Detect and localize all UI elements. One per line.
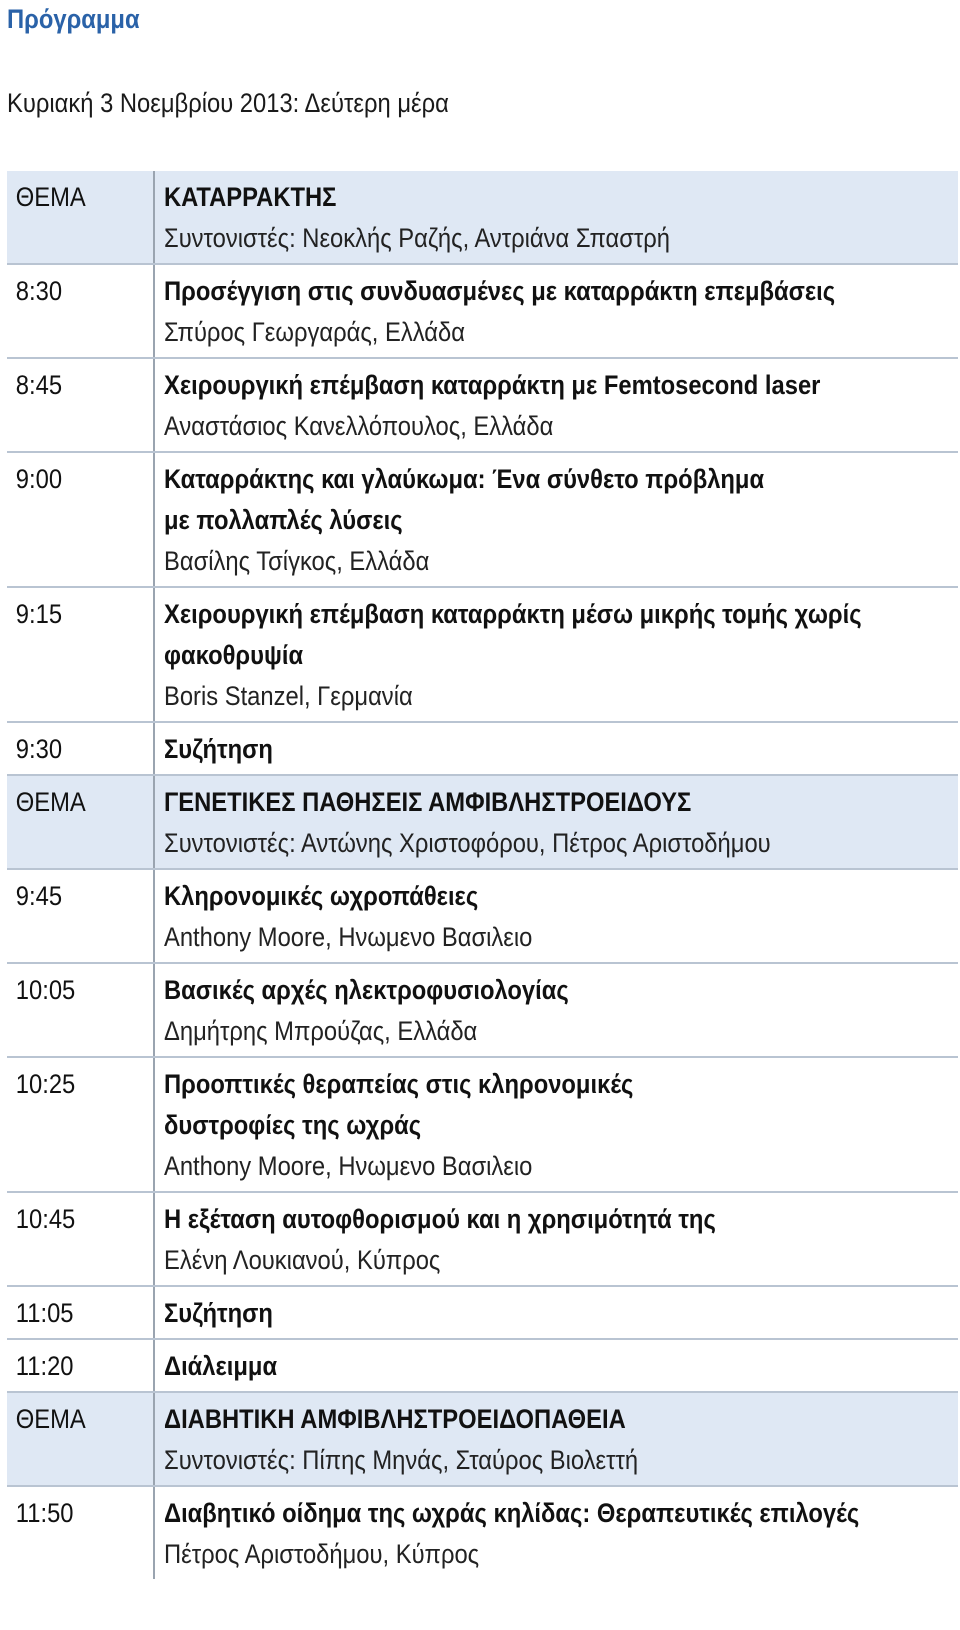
session-content xyxy=(153,1287,958,1338)
session-content xyxy=(153,870,958,962)
session-row xyxy=(7,1287,958,1340)
session-time: 10:45 xyxy=(15,1204,76,1234)
session-time: 10:05 xyxy=(15,975,76,1005)
session-title: Χειρουργική επέμβαση καταρράκτη μέσω μικρής τομής χωρίς xyxy=(164,599,862,629)
session-time: 9:30 xyxy=(15,734,63,764)
session-content xyxy=(153,964,958,1056)
session-row xyxy=(7,1193,958,1287)
session-content xyxy=(153,588,958,721)
coordinators: Συντονιστές: Νεοκλής Ραζής, Αντριάνα Σπαστρή xyxy=(164,223,671,253)
session-content xyxy=(153,723,958,774)
coordinators: Συντονιστές: Αντώνης Χριστοφόρου, Πέτρος Αριστοδήμου xyxy=(164,828,771,858)
session-time: 9:00 xyxy=(15,464,63,494)
session-title: Συζήτηση xyxy=(164,734,273,764)
session-row xyxy=(7,453,958,588)
speaker: Σπύρος Γεωργαράς, Ελλάδα xyxy=(164,317,465,347)
theme-row xyxy=(7,171,958,265)
session-content xyxy=(153,1340,958,1391)
schedule-table xyxy=(7,171,958,1579)
session-content xyxy=(153,1058,958,1191)
theme-title: ΚΑΤΑΡΡΑΚΤΗΣ xyxy=(164,182,337,212)
theme-row xyxy=(7,1393,958,1487)
speaker: Anthony Moore, Ηνωμενο Βασιλειο xyxy=(164,1151,533,1181)
theme-title: ΔΙΑΒΗΤΙΚΗ ΑΜΦΙΒΛΗΣΤΡΟΕΙΔΟΠΑΘΕΙΑ xyxy=(164,1404,626,1434)
theme-title: ΓΕΝΕΤΙΚΕΣ ΠΑΘΗΣΕΙΣ ΑΜΦΙΒΛΗΣΤΡΟΕΙΔΟΥΣ xyxy=(164,787,692,817)
speaker: Βασίλης Τσίγκος, Ελλάδα xyxy=(164,546,430,576)
session-content xyxy=(153,453,958,586)
session-content xyxy=(153,171,958,263)
session-title: Διάλειμμα xyxy=(164,1351,278,1381)
session-row xyxy=(7,588,958,723)
session-row xyxy=(7,1340,958,1393)
session-title: Διαβητικό οίδημα της ωχράς κηλίδας: Θεραπευτικές επιλογές xyxy=(164,1498,860,1528)
speaker: Boris Stanzel, Γερμανία xyxy=(164,681,413,711)
session-row xyxy=(7,1487,958,1579)
session-time: 9:45 xyxy=(15,881,63,911)
page-title: Πρόγραμμα xyxy=(7,4,140,34)
session-title: Συζήτηση xyxy=(164,1298,273,1328)
session-title: Βασικές αρχές ηλεκτροφυσιολογίας xyxy=(164,975,569,1005)
session-content xyxy=(153,776,958,868)
session-time: 8:30 xyxy=(15,276,63,306)
session-row xyxy=(7,359,958,453)
session-content xyxy=(153,1193,958,1285)
session-time: 11:05 xyxy=(15,1298,74,1328)
session-time: 11:20 xyxy=(15,1351,74,1381)
session-title: Προσέγγιση στις συνδυασμένες με καταρράκτη επεμβάσεις xyxy=(164,276,836,306)
session-content xyxy=(153,265,958,357)
coordinators: Συντονιστές: Πίπης Μηνάς, Σταύρος Βιολεττή xyxy=(164,1445,639,1475)
session-row xyxy=(7,1058,958,1193)
day-heading: Κυριακή 3 Νοεμβρίου 2013: Δεύτερη μέρα xyxy=(7,88,449,118)
session-time: 9:15 xyxy=(15,599,63,629)
theme-label: ΘΕΜΑ xyxy=(15,182,86,212)
session-row xyxy=(7,265,958,359)
theme-label: ΘΕΜΑ xyxy=(15,1404,86,1434)
speaker: Δημήτρης Μπρούζας, Ελλάδα xyxy=(164,1016,478,1046)
session-content xyxy=(153,1393,958,1485)
session-time: 10:25 xyxy=(15,1069,76,1099)
session-title: με πολλαπλές λύσεις xyxy=(164,505,403,535)
session-title: Προοπτικές θεραπείας στις κληρονομικές xyxy=(164,1069,634,1099)
session-row xyxy=(7,964,958,1058)
session-title: Χειρουργική επέμβαση καταρράκτη με Femtosecond laser xyxy=(164,370,821,400)
session-title: Καταρράκτης και γλαύκωμα: Ένα σύνθετο πρόβλημα xyxy=(164,464,765,494)
session-row xyxy=(7,870,958,964)
theme-label: ΘΕΜΑ xyxy=(15,787,86,817)
session-content xyxy=(153,359,958,451)
speaker: Ελένη Λουκιανού, Κύπρος xyxy=(164,1245,441,1275)
session-time: 8:45 xyxy=(15,370,63,400)
session-content xyxy=(153,1487,958,1579)
session-title: Η εξέταση αυτοφθορισμού και η χρησιμότητά της xyxy=(164,1204,716,1234)
speaker: Αναστάσιος Κανελλόπουλος, Ελλάδα xyxy=(164,411,554,441)
session-row xyxy=(7,723,958,776)
theme-row xyxy=(7,776,958,870)
session-title: δυστροφίες της ωχράς xyxy=(164,1110,422,1140)
session-title: Κληρονομικές ωχροπάθειες xyxy=(164,881,479,911)
session-time: 11:50 xyxy=(15,1498,74,1528)
speaker: Anthony Moore, Ηνωμενο Βασιλειο xyxy=(164,922,533,952)
session-title: φακοθρυψία xyxy=(164,640,304,670)
speaker: Πέτρος Αριστοδήμου, Κύπρος xyxy=(164,1539,480,1569)
